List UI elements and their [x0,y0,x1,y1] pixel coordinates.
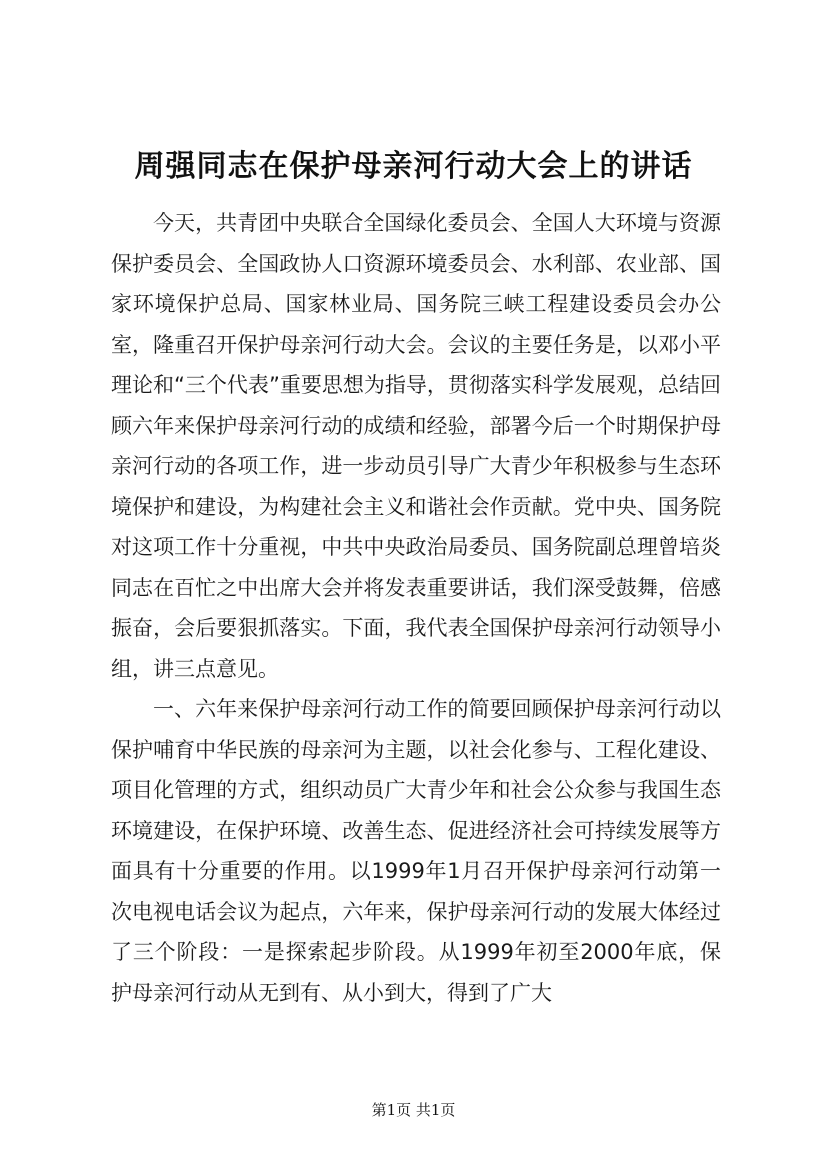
document-body [111,203,721,1013]
page-footer [0,1100,827,1120]
page-number: 第1页 共1页 [371,1101,456,1119]
paragraph-review: 一、六年来保护母亲河行动工作的简要回顾保护母亲河行动以保护哺育中华民族的母亲河为主题，以社会化参与、工程化建设、项目化管理的方式，组织动员广大青少年和社会公众参与我国生态环境建设，在保护环境、改善生态、促进经济社会可持续发展等方面具有十分重要的作用。以1999年1月召开保护母亲河行动第一次电视电话会议为起点，六年来，保护母亲河行动的发展大体经过了三个阶段：一是探索起步阶段。从1999年初至2000年底，保护母亲河行动从无到有、从小到大，得到了广大 [111,697,721,1005]
document-title: 周强同志在保护母亲河行动大会上的讲话 [134,149,693,184]
paragraph-intro: 今天，共青团中央联合全国绿化委员会、全国人大环境与资源保护委员会、全国政协人口资源环境委员会、水利部、农业部、国家环境保护总局、国家林业局、国务院三峡工程建设委员会办公室，隆重召开保护母亲河行动大会。会议的主要任务是，以邓小平理论和“三个代表”重要思想为指导，贯彻落实科学发展观，总结回顾六年来保护母亲河行动的成绩和经验，部署今后一个时期保护母亲河行动的各项工作，进一步动员引导广大青少年积极参与生态环境保护和建设，为构建社会主义和谐社会作贡献。党中央、国务院对这项工作十分重视，中共中央政治局委员、国务院副总理曾培炎同志在百忙之中出席大会并将发表重要讲话，我们深受鼓舞，倍感振奋，会后要狠抓落实。下面，我代表全国保护母亲河行动领导小组，讲三点意见。 [111,211,721,681]
